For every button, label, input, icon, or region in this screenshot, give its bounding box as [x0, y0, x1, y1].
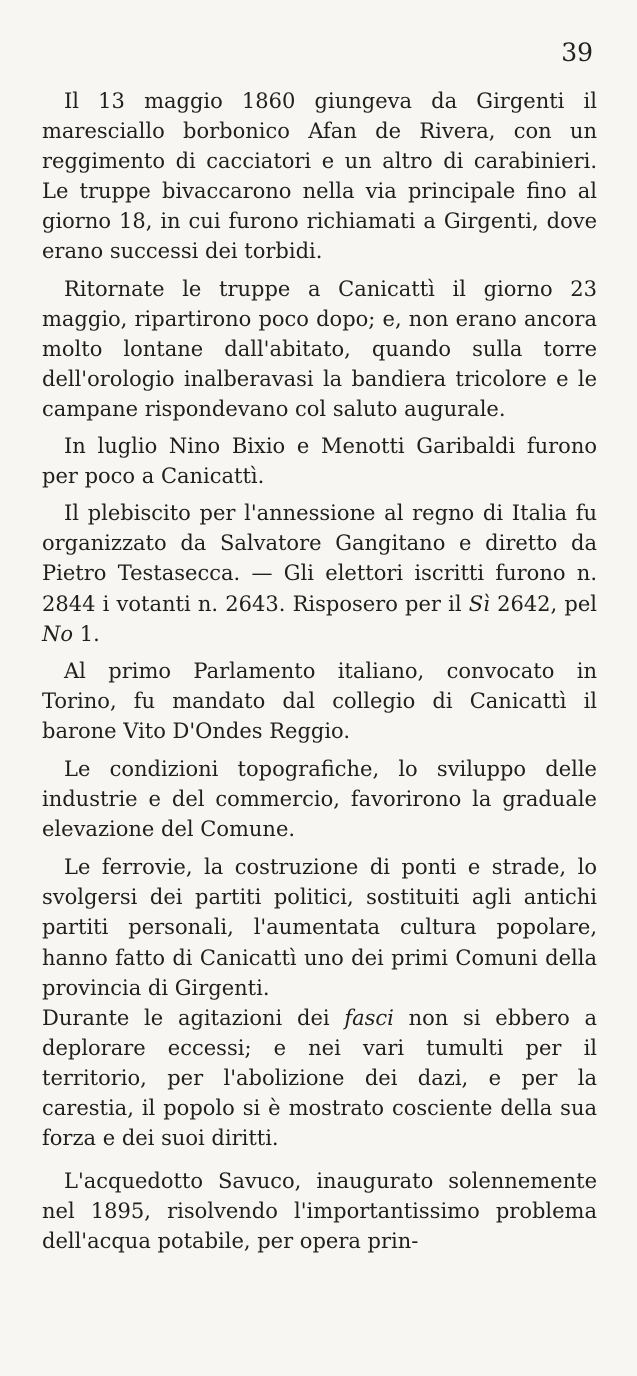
fasci-word: fasci [344, 1005, 394, 1030]
paragraph-plebiscito [42, 498, 597, 648]
paragraph-condizioni-topografiche: Le condizioni topografiche, lo sviluppo delle industrie e del commercio, favorirono la graduale elevazione del Comune. [42, 756, 597, 842]
plebiscito-text-middle: 2642, pel [489, 591, 597, 616]
paragraph-acquedotto-savuco: L'acquedotto Savuco, inaugurato solennemente nel 1895, risolvendo l'importantissimo problema dell'acqua potabile, per opera prin- [42, 1169, 597, 1254]
paragraph-parlamento: Al primo Parlamento italiano, convocato in Torino, fu mandato dal collegio di Canicattì il barone Vito D'Ondes Reggio. [42, 658, 597, 743]
paragraph-agitazioni [42, 1003, 597, 1153]
no-vote-label: No [42, 621, 74, 646]
paragraph-afan-de-rivera: Il 13 maggio 1860 giungeva da Girgenti il maresciallo borbonico Afan de Rivera, con un reggimento di cacciatori e un altro di carabinieri. Le truppe bivaccarono nella via principale fino al giorno 18, in cui furono richiamati a Girgenti, dove erano successi dei torbidi. [42, 89, 597, 264]
paragraph-ferrovie: Le ferrovie, la costruzione di ponti e strade, lo svolgersi dei partiti politici, sostituiti agli antichi partiti personali, l'aumentata cultura popolare, hanno fatto di Canicattì uno dei primi Comuni della provincia di Girgenti. [42, 855, 597, 1000]
page-number: 39 [561, 38, 593, 67]
plebiscito-text-start: Il plebiscito per l'annessione al regno di Italia fu organizzato da Salvatore Gangitano e diretto da Pietro Testasecca. — Gli elettori iscritti furono n. 2844 i votanti n. 2643. Risposero per il [42, 501, 597, 616]
plebiscito-text-end: 1. [73, 621, 100, 646]
agitazioni-text-start: Durante le agitazioni dei [42, 1005, 345, 1030]
paragraph-bixio-garibaldi: In luglio Nino Bixio e Menotti Garibaldi furono per poco a Canicattì. [42, 434, 597, 489]
paragraph-truppe-ritornate: Ritornate le truppe a Canicattì il giorno 23 maggio, ripartirono poco dopo; e, non erano ancora molto lontane dall'abitato, quando sulla torre dell'orologio inalberavasi la bandiera tricolore e le campane rispondevano col saluto augurale. [42, 276, 597, 421]
body-text [42, 86, 597, 1256]
si-vote-label: Sì [468, 591, 490, 616]
agitazioni-text-end: non si ebbero a deplorare eccessi; e nei vari tumulti per il territorio, per l'abolizione dei dazi, e per la carestia, il popolo si è mostrato cosciente della sua forza e dei suoi diritti. [42, 1005, 597, 1151]
